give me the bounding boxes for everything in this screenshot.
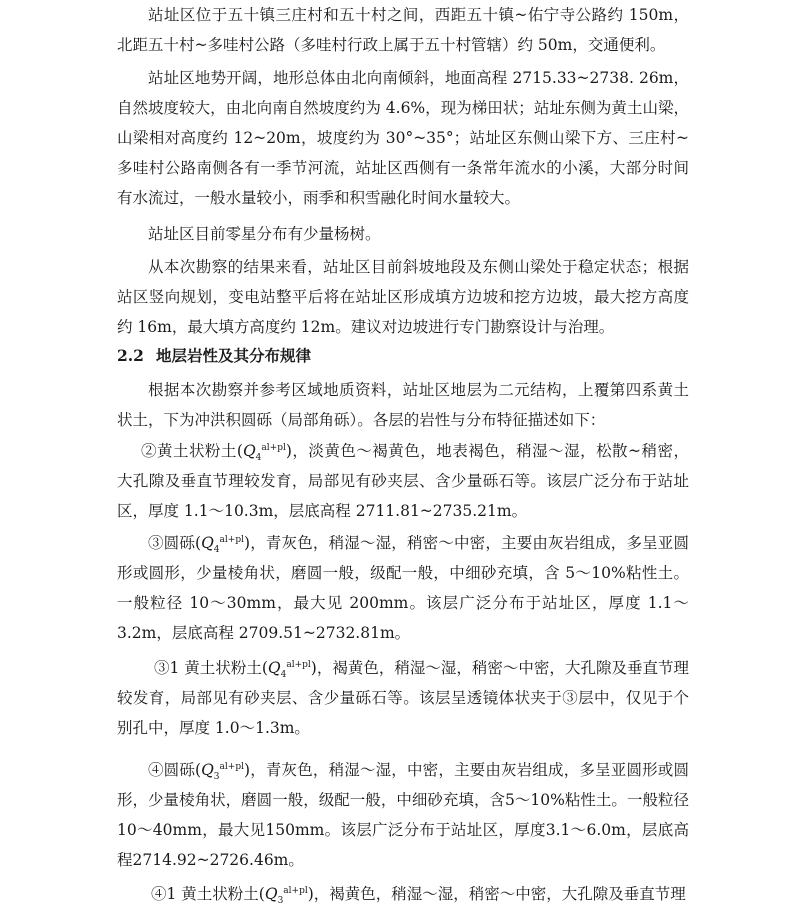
paragraph-vegetation: 站址区目前零星分布有少量杨树。 (148, 225, 381, 243)
paragraph-layer-3 (117, 528, 689, 648)
layer-3-symbol: Q (201, 534, 214, 552)
section-heading (117, 341, 311, 371)
layer-4-1-superscript: al+pl (283, 885, 308, 896)
paragraph-stratigraphy-intro: 根据本次勘察并参考区域地质资料，站址区地层为二元结构，上覆第四系黄土状土，下为冲洪积圆砾（局部角砾）。各层的岩性与分布特征描述如下： (117, 381, 689, 429)
layer-4-1-symbol: Q (264, 885, 278, 903)
paragraph-terrain: 站址区地势开阔，地形总体由北向南倾斜，地面高程 2715.33~2738. 26m，自然坡度较大，由北向南自然坡度约为 4.6%，现为梯田状；站址东侧为黄土山梁，山梁相对高度约 12~20m，坡度约为 30°~35°；站址区东侧山梁下方、三庄村~多哇村公路南侧各有一季节河流，站址区西侧有一条常年流水的小溪，大部分时间有水流过，一般水量较小，雨季和积雪融化时间水量较大。 (117, 69, 689, 207)
layer-3-1-subscript: 4 (280, 670, 287, 681)
section-title: 地层岩性及其分布规律 (155, 346, 311, 365)
layer-4-subscript: 3 (213, 772, 220, 783)
paragraph-layer-3-1 (117, 653, 689, 743)
layer-2-marker: ②黄土状粉土( (141, 442, 243, 460)
layer-3-superscript: al+pl (219, 534, 244, 545)
paragraph-stability: 从本次勘察的结果来看，站址区目前斜坡地段及东侧山梁处于稳定状态；根据站区竖向规划，变电站整平后将在站址区形成填方边坡和挖方边坡，最大挖方高度约 16m，最大填方高度约 12m。建议对边坡进行专门勘察设计与治理。 (117, 258, 689, 336)
layer-2-text: )，淡黄色～褐黄色，地表褐色，稍湿～湿，松散~稍密，大孔隙及垂直节理较发育，局部见有砂夹层、含少量砾石等。该层广泛分布于站址区，厚度 1.1～10.3m，层底高程 2711.81~2735.21m。 (117, 442, 689, 520)
layer-3-1-text: )，褐黄色，稍湿～湿，稍密～中密，大孔隙及垂直节理较发育，局部见有砂夹层、含少量砾石等。该层呈透镜体状夹于③层中，仅见于个别孔中，厚度 1.0～1.3m。 (117, 659, 689, 737)
layer-3-1-superscript: al+pl (286, 659, 311, 670)
paragraph-layer-4 (117, 755, 689, 875)
layer-2-subscript: 4 (255, 453, 262, 464)
layer-3-marker: ③圆砾( (148, 534, 202, 552)
paragraph-layer-2 (117, 436, 689, 526)
layer-3-1-marker: ③1 黄土状粉土( (154, 659, 268, 677)
layer-4-superscript: al+pl (219, 761, 244, 772)
layer-4-text: )，青灰色，稍湿～湿，中密，主要由灰岩组成，多呈亚圆形或圆形，少量棱角状，磨圆一般，级配一般，中细砂充填，含5～10%粘性土。一般粒径10～40mm，最大见150mm。该层广泛分布于站址区，厚度3.1～6.0m，层底高程2714.92~2726.46m。 (117, 761, 689, 869)
layer-3-1-symbol: Q (267, 659, 281, 677)
layer-4-1-marker: ④1 黄土状粉土( (151, 885, 265, 903)
layer-2-symbol: Q (242, 442, 256, 460)
section-number: 2.2 (117, 346, 144, 365)
layer-2-superscript: al+pl (261, 442, 286, 453)
layer-4-1-subscript: 3 (277, 896, 284, 907)
layer-3-text: )，青灰色，稍湿～湿，稍密～中密，主要由灰岩组成，多呈亚圆形或圆形，少量棱角状，磨圆一般，级配一般，中细砂充填，含 5～10%粘性土。一般粒径 10～30mm，最大见 200mm。该层广泛分布于站址区，厚度 1.1～3.2m，层底高程 2709.51~2732.81m。 (117, 534, 689, 642)
paragraph-location: 站址区位于五十镇三庄村和五十村之间，西距五十镇~佑宁寺公路约 150m，北距五十村~多哇村公路（多哇村行政上属于五十村管辖）约 50m，交通便利。 (117, 6, 689, 54)
layer-4-symbol: Q (201, 761, 214, 779)
layer-3-subscript: 4 (213, 545, 220, 556)
paragraph-layer-4-1 (117, 879, 689, 909)
layer-4-marker: ④圆砾( (148, 761, 202, 779)
layer-4-1-text: )，褐黄色，稍湿～湿，稍密～中密，大孔隙及垂直节理 (307, 885, 686, 903)
